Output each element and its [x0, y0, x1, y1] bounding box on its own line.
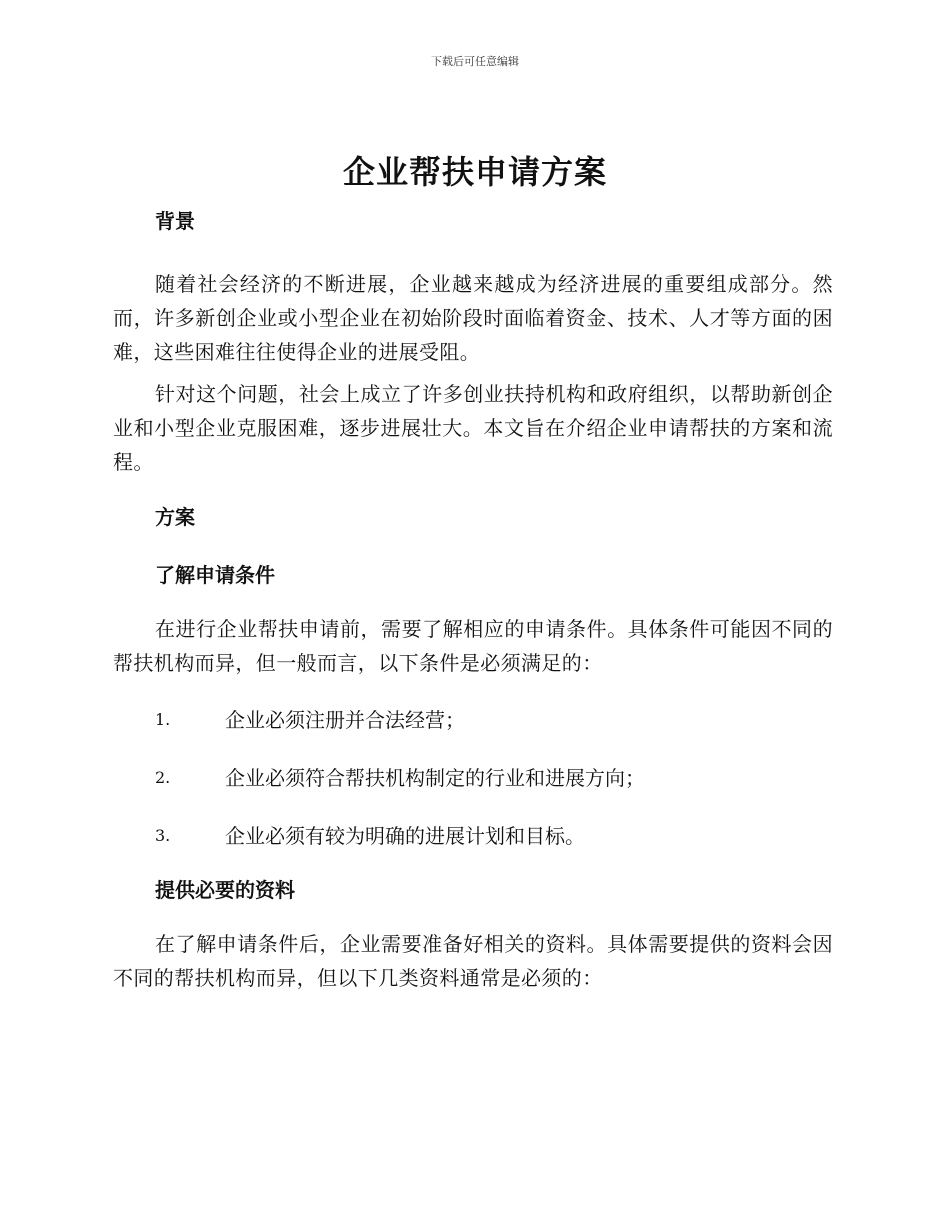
paragraph-conditions: 在进行企业帮扶申请前，需要了解相应的申请条件。具体条件可能因不同的帮扶机构而异，但一般而言，以下条件是必须满足的： [113, 617, 833, 675]
paragraph-materials: 在了解申请条件后，企业需要准备好相关的资料。具体需要提供的资料会因不同的帮扶机构而异，但以下几类资料通常是必须的： [113, 932, 833, 990]
list-item [113, 761, 833, 795]
subheading-materials: 提供必要的资料 [155, 878, 295, 902]
list-text: 企业必须注册并合法经营； [225, 708, 465, 732]
subheading-conditions: 了解申请条件 [155, 563, 275, 587]
list-text: 企业必须符合帮扶机构制定的行业和进展方向； [225, 766, 645, 790]
paragraph-background-1: 随着社会经济的不断进展，企业越来越成为经济进展的重要组成部分。然而，许多新创企业或小型企业在初始阶段时面临着资金、技术、人才等方面的困难，这些困难往往使得企业的进展受阻。 [113, 272, 833, 364]
document-title: 企业帮扶申请方案 [342, 153, 607, 191]
list-number: 3. [155, 826, 171, 845]
section-heading-plan: 方案 [155, 505, 195, 529]
list-item [113, 819, 833, 853]
document-body [113, 201, 833, 995]
list-number: 1. [155, 710, 171, 729]
section-heading-background: 背景 [155, 209, 195, 233]
list-text: 企业必须有较为明确的进展计划和目标。 [225, 824, 585, 848]
list-item [113, 703, 833, 737]
header-note: 下载后可任意编辑 [431, 55, 519, 68]
paragraph-background-2: 针对这个问题，社会上成立了许多创业扶持机构和政府组织，以帮助新创企业和小型企业克服困难，逐步进展壮大。本文旨在介绍企业申请帮扶的方案和流程。 [113, 382, 833, 474]
list-number: 2. [155, 768, 171, 787]
